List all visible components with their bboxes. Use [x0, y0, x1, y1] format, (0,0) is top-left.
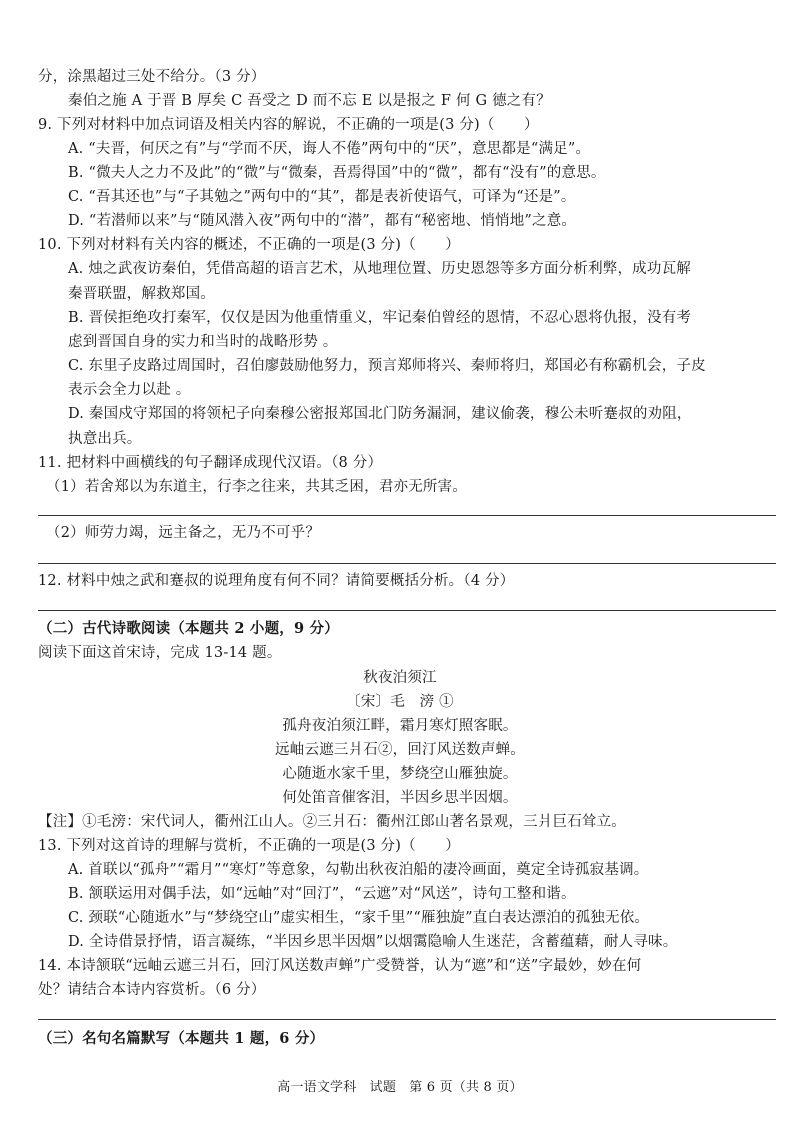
text-line: 分，涂黑超过三处不给分。（3 分） — [38, 69, 266, 85]
option-10a-cont: 秦晋联盟，解救郑国。 — [68, 286, 215, 302]
option-10b-cont: 虑到晋国自身的实力和当时的战略形势 。 — [68, 334, 338, 350]
question-11-part1: （1）若舍郑以为东道主，行李之往来，共其乏困，君亦无所害。 — [46, 479, 468, 495]
option-13c: C. 颈联“心随逝水”与“梦绕空山”虚实相生，“家千里”“雁独旋”直白表达漂泊的孤独无依。 — [68, 910, 650, 926]
option-10b: B. 晋侯拒绝攻打秦军，仅仅是因为他重情重义，牢记秦伯曾经的恩情，不忍心恩将仇报，没有考 — [68, 310, 692, 326]
option-13a: A. 首联以“孤舟”“霜月”“寒灯”等意象，勾勒出秋夜泊船的凄冷画面，奠定全诗孤寂基调。 — [68, 862, 649, 878]
poem-line: 孤舟夜泊须江畔，霜月寒灯照客眠。 — [282, 718, 518, 734]
answer-line — [38, 563, 776, 564]
option-13b: B. 颔联运用对偶手法，如“远岫”对“回汀”，“云遮”对“风送”，诗句工整和谐。 — [68, 886, 576, 902]
option-10c: C. 东里子皮路过周国时，召伯廖鼓励他努力，预言郑师将兴、秦师将归，郑国必有称霸机会，子皮 — [68, 358, 706, 374]
poem-line: 何处笛音催客泪，半因乡思半因烟。 — [282, 790, 518, 806]
section-heading: （三）名句名篇默写（本题共 1 题，6 分） — [38, 1030, 325, 1047]
option-10c-cont: 表示会全力以赴 。 — [68, 382, 191, 398]
option-9c: C. “吾其还也”与“子其勉之”两句中的“其”，都是表祈使语气，可译为“还是”。 — [68, 189, 576, 205]
option-13d: D. 全诗借景抒情，语言凝练，“半因乡思半因烟”以烟霭隐喻人生迷茫，含蓄蕴藉，耐人寻味。 — [68, 934, 678, 950]
answer-line — [38, 610, 776, 611]
option-10d: D. 秦国戍守郑国的将领杞子向秦穆公密报郑国北门防务漏洞，建议偷袭，穆公未听蹇叔的劝阻， — [68, 406, 692, 422]
question-11-part2: （2）师劳力竭，远主备之，无乃不可乎？ — [46, 525, 321, 541]
option-9a: A. “夫晋，何厌之有”与“学而不厌，诲人不倦”两句中的“厌”，意思都是“满足”。 — [68, 141, 591, 157]
poem-author: 〔宋〕毛 滂 ① — [346, 694, 454, 710]
question-14: 14. 本诗颔联“远岫云遮三爿石，回汀风送数声蝉”广受赞誉，认为“遮”和“送”字最妙，妙在何 — [38, 958, 642, 974]
question-10: 10. 下列对材料有关内容的概述，不正确的一项是(3 分)（ ） — [38, 237, 460, 253]
poem-title: 秋夜泊须江 — [363, 670, 437, 686]
section-heading: （二）古代诗歌阅读（本题共 2 小题，9 分） — [38, 620, 339, 637]
option-10d-cont: 执意出兵。 — [68, 431, 142, 447]
option-9d: D. “若潜师以来”与“随风潜入夜”两句中的“潜”，都有“秘密地、悄悄地”之意。 — [68, 213, 577, 229]
question-14-cont: 处？请结合本诗内容赏析。（6 分） — [38, 982, 266, 998]
page-footer: 高一语文学科 试题 第 6 页（共 8 页） — [277, 1080, 523, 1095]
answer-line — [38, 1019, 776, 1020]
answer-line — [38, 515, 776, 516]
question-12: 12. 材料中烛之武和蹇叔的说理角度有何不同？请简要概括分析。（4 分） — [38, 573, 515, 589]
section-intro: 阅读下面这首宋诗，完成 13-14 题。 — [38, 645, 282, 661]
poem-note: 【注】①毛滂：宋代词人，衢州江山人。②三爿石：衢州江郎山著名景观，三爿巨石耸立。 — [38, 814, 626, 830]
option-9b: B. “微夫人之力不及此”的“微”与“微秦，吾焉得国”中的“微”，都有“没有”的意思。 — [68, 165, 606, 181]
question-9: 9. 下列对材料中加点词语及相关内容的解说，不正确的一项是(3 分)（ ） — [38, 117, 539, 133]
poem-line: 远岫云遮三爿石②，回汀风送数声蝉。 — [275, 742, 525, 758]
poem-line: 心随逝水家千里，梦绕空山雁独旋。 — [282, 766, 518, 782]
option-10a: A. 烛之武夜访秦伯，凭借高超的语言艺术，从地理位置、历史恩怨等多方面分析利弊，成功瓦解 — [68, 261, 691, 277]
question-11: 11. 把材料中画横线的句子翻译成现代汉语。（8 分） — [38, 455, 383, 471]
text-line: 秦伯之施 A 于晋 B 厚矣 C 吾受之 D 而不忘 E 以是报之 F 何 G 德之有？ — [68, 93, 551, 109]
question-13: 13. 下列对这首诗的理解与赏析，不正确的一项是(3 分)（ ） — [38, 838, 460, 854]
